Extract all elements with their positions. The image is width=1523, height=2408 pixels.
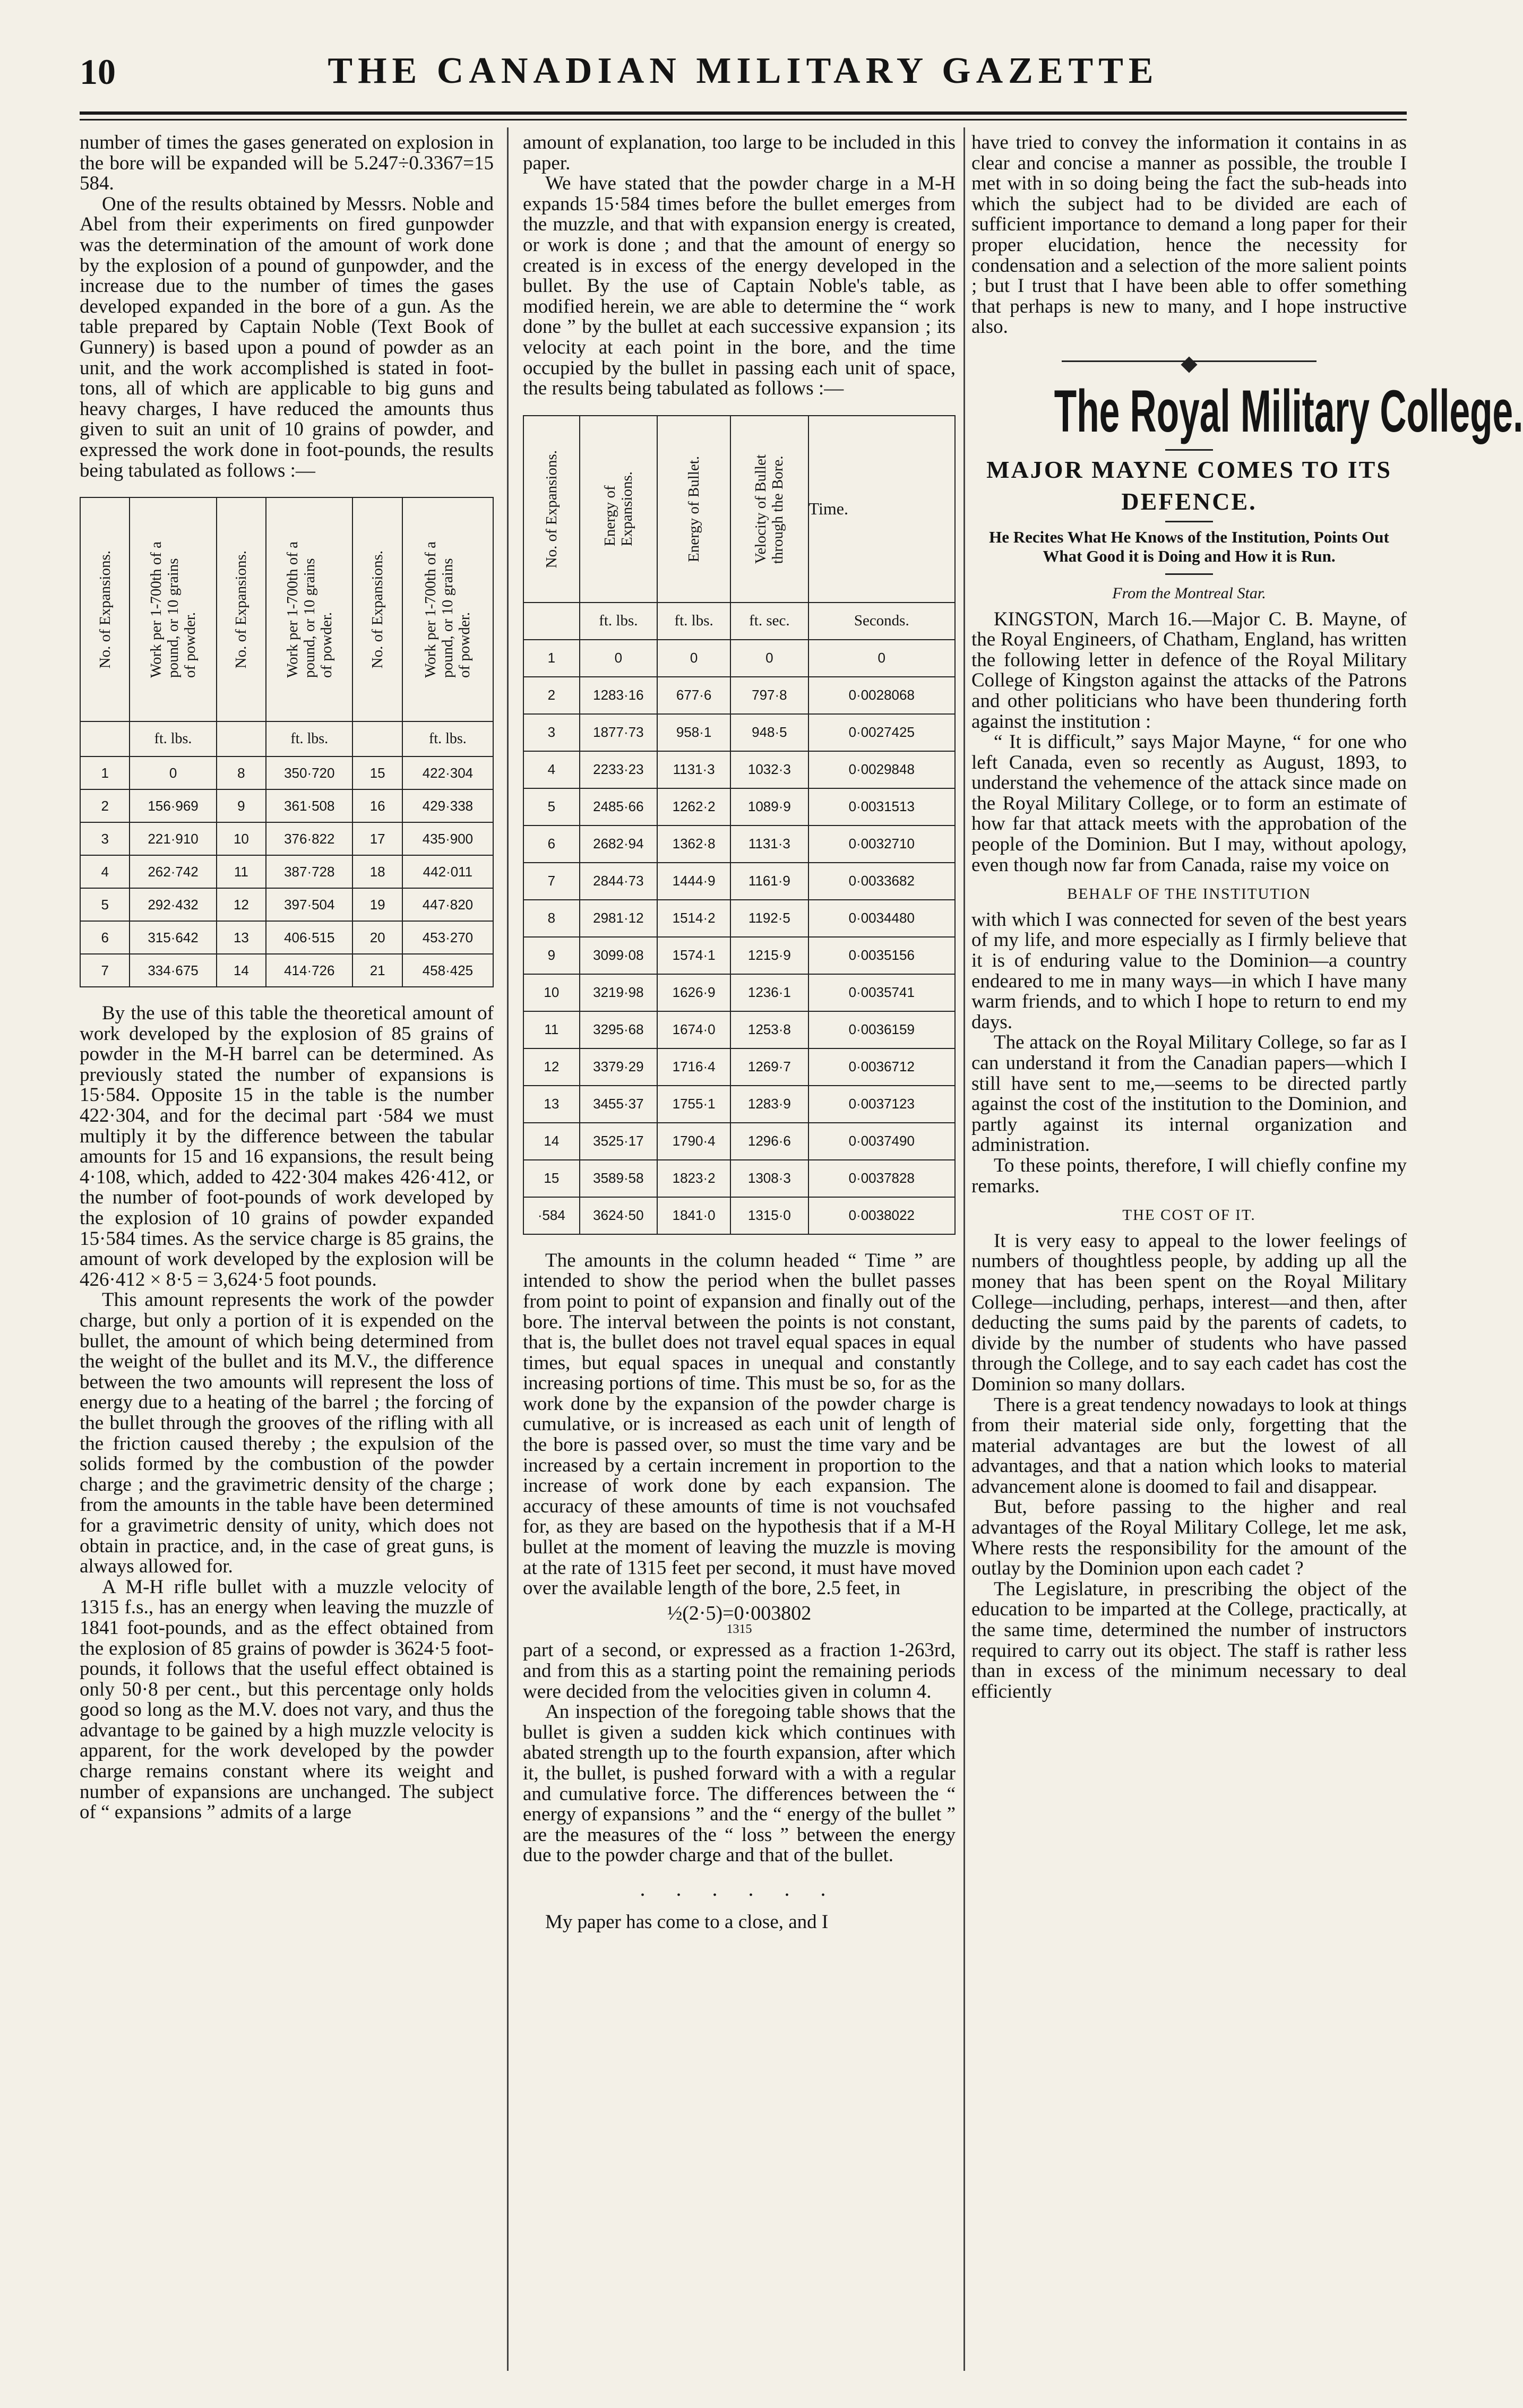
column-divider [963, 127, 965, 2371]
table-cell: 14 [217, 954, 266, 987]
table-cell: 1574·1 [657, 937, 730, 974]
table-cell: 453·270 [402, 921, 493, 954]
table-cell: 0 [130, 756, 216, 789]
work-per-expansion-table [80, 497, 494, 987]
table-row [523, 1011, 955, 1048]
table-cell: 16 [352, 789, 402, 822]
table-cell: 1283·9 [730, 1086, 808, 1123]
headline-rule [1165, 449, 1213, 451]
table-cell: 13 [523, 1086, 580, 1123]
table-cell: 414·726 [266, 954, 352, 987]
paragraph: part of a second, or expressed as a fraction 1-263rd, and from this as a starting point the remaining periods were decided from the velocities given in column 4. [523, 1639, 956, 1702]
table-row [523, 1197, 955, 1234]
table-cell: 1032·3 [730, 751, 808, 788]
table-cell: 361·508 [266, 789, 352, 822]
table-header: Work per 1-700th of a pound, or 10 grains of powder. [266, 497, 352, 721]
table-row [523, 825, 955, 863]
table-cell: 12 [523, 1048, 580, 1086]
table-cell: 15 [352, 756, 402, 789]
table-cell: 10 [523, 974, 580, 1011]
table-cell: 0 [580, 640, 657, 677]
table-cell: 1308·3 [730, 1160, 808, 1197]
table-cell: 1790·4 [657, 1123, 730, 1160]
article-headline: The Royal Military College. [1054, 377, 1523, 444]
paragraph: One of the results obtained by Messrs. Noble and Abel from their experiments on fired gunpowder was the determination of the amount of work done by the explosion of a pound of gunpowder, and the increase due to the number of times the gases developed expanded in the bore of a gun. As the table prepared by Captain Noble (Text Book of Gunnery) is based upon a pound of powder as an unit, and the work accomplished is stated in foot-tons, all of which are applicable to big guns and heavy charges, I have reduced the amounts thus given to suit an unit of 10 grains of powder, and expressed the work done in foot-pounds, the results being tabulated as follows :— [80, 193, 494, 481]
table-header: Work per 1-700th of a pound, or 10 grains of powder. [402, 497, 493, 721]
table-cell: 9 [523, 937, 580, 974]
table-cell: 10 [217, 822, 266, 855]
table-cell: 387·728 [266, 855, 352, 888]
subheadline-rule [1165, 521, 1213, 522]
paragraph: The Legislature, in prescribing the object of the education to be imparted at the College, practically, at the same time, determined the number of instructors required to carry out its object. The staff is rather less than in excess of the minimum necessary to deal efficiently [971, 1578, 1407, 1702]
table-cell: ft. lbs. [130, 721, 216, 756]
table-cell: 1362·8 [657, 825, 730, 863]
paragraph: A M-H rifle bullet with a muzzle velocity of 1315 f.s., has an energy when leaving the muzzle of 1841 foot-pounds, and as the effect obtained from the explosion of 85 grains of powder is 3624·5 foot-pounds, it follows that the useful effect obtained is only 50·8 per cent., but this percentage only holds good so long as the M.V. does not vary, and thus the advantage to be gained by a high muzzle velocity is apparent, for the work developed by the powder charge remains constant where its weight and number of expansions are unchanged. The subject of “ expansions ” admits of a large [80, 1576, 494, 1824]
table-cell: 12 [217, 888, 266, 921]
table-cell: 1626·9 [657, 974, 730, 1011]
table-cell: 0·0038022 [808, 1197, 955, 1234]
table-cell: 8 [217, 756, 266, 789]
table-cell: 0 [730, 640, 808, 677]
table-cell: 1 [80, 756, 130, 789]
table-header: Work per 1-700th of a pound, or 10 grains of powder. [130, 497, 216, 721]
table-cell: 11 [217, 855, 266, 888]
masthead [80, 47, 1407, 110]
table-cell: 0·0033682 [808, 863, 955, 900]
table-cell: 1 [523, 640, 580, 677]
article-subheadline: MAJOR MAYNE COMES TO ITS DEFENCE. [986, 455, 1392, 515]
table-cell: 1877·73 [580, 714, 657, 751]
table-cell: 0·0035741 [808, 974, 955, 1011]
table-cell: 6 [523, 825, 580, 863]
table-cell: 0·0035156 [808, 937, 955, 974]
table-row [523, 1048, 955, 1086]
table-header: Time. [808, 416, 955, 603]
paragraph: By the use of this table the theoretical amount of work developed by the explosion of 85 grains of powder in the M-H barrel can be determined. As previously stated the number of expansions is 15·584. Opposite 15 in the table is the number 422·304, and for the decimal part ·584 we must multiply it by the difference between the tabular amounts for 15 and 16 expansions, the result being 4·108, which, added to 422·304 makes 426·412, or the number of foot-pounds of work developed by the explosion of 10 grains of powder expanded 15·584 times. As the service charge is 85 grains, the amount of work developed by the explosion will be 426·412 × 8·5 = 3,624·5 foot pounds. [80, 1002, 494, 1291]
table-row [523, 788, 955, 825]
table-cell: 442·011 [402, 855, 493, 888]
paragraph: KINGSTON, March 16.—Major C. B. Mayne, of the Royal Engineers, of Chatham, England, has written the following letter in defence of the Royal Military College of Kingston against the attacks of the Patrons and other politicians who have been thundering forth against the institution : [971, 608, 1407, 733]
table-cell: 3099·08 [580, 937, 657, 974]
table-cell [217, 721, 266, 756]
table-cell: 18 [352, 855, 402, 888]
table-row [80, 855, 493, 888]
table-cell: 2 [80, 789, 130, 822]
table-cell: 2844·73 [580, 863, 657, 900]
table-cell: 376·822 [266, 822, 352, 855]
table-header: Energy of Expansions. [580, 416, 657, 603]
table-cell: 5 [523, 788, 580, 825]
table-cell: 221·910 [130, 822, 216, 855]
paragraph: There is a great tendency nowadays to look at things from their material side only, forgetting that the material advantages are but the lowest of all advantages, and that a nation which looks to material advancement alone is doomed to fail and disappear. [971, 1394, 1407, 1498]
section-label: THE COST OF IT. [1122, 1207, 1256, 1224]
table-cell: 429·338 [402, 789, 493, 822]
table-row [523, 863, 955, 900]
table-row [523, 677, 955, 714]
table-cell: 0·0032710 [808, 825, 955, 863]
table-cell: 11 [523, 1011, 580, 1048]
table-cell: 156·969 [130, 789, 216, 822]
table-row [523, 751, 955, 788]
table-cell: ft. sec. [730, 603, 808, 640]
table-header: Velocity of Bullet through the Bore. [730, 416, 808, 603]
ornament-divider [971, 350, 1407, 372]
column-1 [80, 133, 494, 1823]
table-cell: 5 [80, 888, 130, 921]
table-row [80, 954, 493, 987]
table-cell: 8 [523, 900, 580, 937]
table-cell [80, 721, 130, 756]
table-cell: ft. lbs. [402, 721, 493, 756]
table-row [523, 640, 955, 677]
table-cell: 14 [523, 1123, 580, 1160]
table-cell: 0·0028068 [808, 677, 955, 714]
table-cell: 334·675 [130, 954, 216, 987]
paragraph: To these points, therefore, I will chiefly confine my remarks. [971, 1154, 1407, 1197]
table-cell: 3589·58 [580, 1160, 657, 1197]
table-cell: 1192·5 [730, 900, 808, 937]
table-cell: 9 [217, 789, 266, 822]
paragraph: But, before passing to the higher and real advantages of the Royal Military College, let me ask, Where rests the responsibility for the amount of the outlay by the Dominion upon each cadet ? [971, 1496, 1407, 1580]
table-cell: 3219·98 [580, 974, 657, 1011]
table-cell: 7 [80, 954, 130, 987]
column-3 [971, 132, 1523, 1702]
table-cell: 0·0031513 [808, 788, 955, 825]
table-cell: 958·1 [657, 714, 730, 751]
table-cell: 422·304 [402, 756, 493, 789]
table-cell: 1215·9 [730, 937, 808, 974]
table-cell: 1161·9 [730, 863, 808, 900]
table-cell: 1253·8 [730, 1011, 808, 1048]
table-cell: 7 [523, 863, 580, 900]
table-cell: 797·8 [730, 677, 808, 714]
table-cell [352, 721, 402, 756]
section-break-dots: . . . . . . [640, 1876, 839, 1900]
table-units-row [523, 603, 955, 640]
table-row [80, 921, 493, 954]
table-cell: 1131·3 [657, 751, 730, 788]
article-deck: He Recites What He Knows of the Institution, Points Out What Good it is Doing and How it is Run. [989, 527, 1389, 565]
table-cell: 406·515 [266, 921, 352, 954]
table-cell: 0·0037490 [808, 1123, 955, 1160]
table-row [80, 888, 493, 921]
table-cell: 0·0036712 [808, 1048, 955, 1086]
table-cell: 1131·3 [730, 825, 808, 863]
table-cell: 2485·66 [580, 788, 657, 825]
table-cell: 1269·7 [730, 1048, 808, 1086]
masthead-rule-thick [80, 111, 1407, 115]
table-cell: 1089·9 [730, 788, 808, 825]
table-cell: 315·642 [130, 921, 216, 954]
masthead-rule-thin [80, 119, 1407, 121]
table-header: No. of Expansions. [352, 497, 402, 721]
formula-denominator: 1315 [726, 1622, 752, 1637]
table-cell: 435·900 [402, 822, 493, 855]
paragraph: have tried to convey the information it contains in as clear and concise a manner as possible, the trouble I met with in so doing being the fact the sub-heads into which the subject had to be divided are each of sufficient importance to demand a long paper for their proper elucidation, hence the necessity for condensation and a selection of the more salient points ; but I trust that I have been able to offer something that perhaps is new to many, and I hope instructive also. [971, 132, 1407, 338]
table-cell [523, 603, 580, 640]
table-cell: 397·504 [266, 888, 352, 921]
table-header-row [523, 416, 955, 603]
table-cell: 6 [80, 921, 130, 954]
table-cell: 1236·1 [730, 974, 808, 1011]
table-cell: 3455·37 [580, 1086, 657, 1123]
table-cell: 2 [523, 677, 580, 714]
table-cell: 1716·4 [657, 1048, 730, 1086]
paragraph: “ It is difficult,” says Major Mayne, “ for one who left Canada, even so recently as August, 1893, to understand the vehemence of the attack since made on the Royal Military College, or to form an estimate of how far that attack meets with the approbation of the people of the Dominion. But I may, without apology, even though now far from Canada, raise my voice on [971, 731, 1407, 876]
paragraph: We have stated that the powder charge in a M-H expands 15·584 times before the bullet emerges from the muzzle, and that with expansion energy is created, or work is done ; and that the amount of energy so created is in excess of the energy developed in the bullet. By the use of Captain Noble's table, as modified herein, we are able to determine the “ work done ” by the bullet at each successive expansion ; its velocity at each point in the bore, and the time occupied by the bullet in passing each unit of space, the results being tabulated as follows :— [523, 173, 956, 400]
diamond-ornament-icon [1181, 356, 1197, 373]
paragraph: The attack on the Royal Military College, so far as I can understand it from the Canadian papers—which I still have sent to me,—seems to be directed partly against the cost of the institution to the Dominion, and partly against its internal organization and administration. [971, 1031, 1407, 1156]
table-row [80, 789, 493, 822]
table-header-row [80, 497, 493, 721]
source-credit: From the Montreal Star. [1112, 584, 1266, 602]
column-2 [523, 133, 956, 1932]
table-cell: 3525·17 [580, 1123, 657, 1160]
table-cell: 0·0037123 [808, 1086, 955, 1123]
table-cell: ft. lbs. [580, 603, 657, 640]
table-cell: 3379·29 [580, 1048, 657, 1086]
table-cell: 0·0036159 [808, 1011, 955, 1048]
table-cell: 1444·9 [657, 863, 730, 900]
table-cell: 0·0027425 [808, 714, 955, 751]
table-cell: 262·742 [130, 855, 216, 888]
table-row [523, 974, 955, 1011]
table-cell: 677·6 [657, 677, 730, 714]
table-cell: 2682·94 [580, 825, 657, 863]
table-cell: 17 [352, 822, 402, 855]
table-cell: 3 [523, 714, 580, 751]
table-cell: 0·0034480 [808, 900, 955, 937]
table-row [523, 1086, 955, 1123]
column-divider [507, 127, 509, 2371]
section-label: BEHALF OF THE INSTITUTION [1067, 885, 1311, 903]
table-row [523, 900, 955, 937]
table-cell: 1283·16 [580, 677, 657, 714]
table-row [523, 1160, 955, 1197]
table-units-row [80, 721, 493, 756]
table-row [523, 714, 955, 751]
table-cell: 1315·0 [730, 1197, 808, 1234]
table-cell: 1296·6 [730, 1123, 808, 1160]
table-cell: 1841·0 [657, 1197, 730, 1234]
bullet-energy-table [523, 415, 956, 1235]
table-cell: 1674·0 [657, 1011, 730, 1048]
table-cell: 0 [657, 640, 730, 677]
table-cell: 2233·23 [580, 751, 657, 788]
paragraph: number of times the gases generated on explosion in the bore will be expanded will be 5.247÷0.3367=15 584. [80, 132, 494, 195]
table-cell: 20 [352, 921, 402, 954]
paragraph: It is very easy to appeal to the lower feelings of numbers of thoughtless people, by adding up all the money that has been spent on the Royal Military College—including, perhaps, interest—and then, after deducting the sums paid by the parents of cadets, to divide by the number of students who have passed through the College, and to say each cadet has cost the Dominion so many dollars. [971, 1229, 1407, 1395]
table-cell: 3295·68 [580, 1011, 657, 1048]
newspaper-title: THE CANADIAN MILITARY GAZETTE [328, 50, 1159, 91]
table-cell: 1262·2 [657, 788, 730, 825]
table-cell: 0 [808, 640, 955, 677]
table-header: No. of Expansions. [523, 416, 580, 603]
paragraph: My paper has come to a close, and I [545, 1911, 829, 1933]
table-cell: ·584 [523, 1197, 580, 1234]
table-row [80, 756, 493, 789]
table-row [80, 822, 493, 855]
table-cell: 1514·2 [657, 900, 730, 937]
table-cell: 0·0029848 [808, 751, 955, 788]
table-cell: 2981·12 [580, 900, 657, 937]
table-cell: ft. lbs. [266, 721, 352, 756]
table-cell: 21 [352, 954, 402, 987]
table-cell: 948·5 [730, 714, 808, 751]
table-cell: 13 [217, 921, 266, 954]
table-cell: 4 [523, 751, 580, 788]
table-header: No. of Expansions. [217, 497, 266, 721]
table-cell: 3624·50 [580, 1197, 657, 1234]
paragraph: with which I was connected for seven of the best years of my life, and more especially as I firmly believe that it is of enduring value to the Dominion—a country endeared to me in many ways—in which I have many warm friends, and to which I hope to return to end my days. [971, 908, 1407, 1033]
deck-rule [1165, 573, 1213, 575]
page-number: 10 [80, 51, 116, 92]
formula-numerator: ½(2·5)=0·003802 [667, 1602, 812, 1624]
table-header: No. of Expansions. [80, 497, 130, 721]
paragraph: amount of explanation, too large to be included in this paper. [523, 132, 956, 174]
table-cell: ft. lbs. [657, 603, 730, 640]
table-cell: 447·820 [402, 888, 493, 921]
table-cell: 350·720 [266, 756, 352, 789]
table-cell: 0·0037828 [808, 1160, 955, 1197]
table-cell: 15 [523, 1160, 580, 1197]
table-header: Energy of Bullet. [657, 416, 730, 603]
table-cell: 292·432 [130, 888, 216, 921]
table-cell: 1755·1 [657, 1086, 730, 1123]
table-row [523, 937, 955, 974]
paragraph: An inspection of the foregoing table shows that the bullet is given a sudden kick which continues with abated strength up to the fourth expansion, after which it, the bullet, is pushed forward with a with a regular and cumulative force. The differences between the “ energy of expansions ” and the “ energy of the bullet ” are the measures of the “ loss ” between the energy due to the powder charge and that of the bullet. [523, 1701, 956, 1867]
table-cell: 3 [80, 822, 130, 855]
paragraph: The amounts in the column headed “ Time ” are intended to show the period when the bullet passes from point to point of expansion and finally out of the bore. The interval between the points is not constant, that is, the bullet does not travel equal spaces in equal times, but equal spaces in unequal and constantly increasing portions of time. This must be so, for as the work done by the expansion of the powder charge is cumulative, or is increased as each unit of length of the bore is passed over, so must the time vary and be increased by a certain increment in proportion to the increase of work done by each expansion. The accuracy of these amounts of time is not vouchsafed for, as they are based on the hypothesis that if a M-H bullet at the moment of leaving the muzzle is moving at the rate of 1315 feet per second, it must have moved over the available length of the bore, 2.5 feet, in [523, 1249, 956, 1599]
table-cell: 1823·2 [657, 1160, 730, 1197]
table-row [523, 1123, 955, 1160]
table-cell: 19 [352, 888, 402, 921]
paragraph: This amount represents the work of the powder charge, but only a portion of it is expended on the bullet, the amount of which being determined from the weight of the bullet and its M.V., the difference between the two amounts will represent the loss of energy due to a heating of the barrel ; the forcing of the bullet through the grooves of the rifling with all the friction caused thereby ; the expulsion of the solids formed by the combustion of the powder charge ; and the gravimetric density of the charge ; from the amounts in the table have been determined for a gravimetric density of unity, which does not obtain in practice, and, in the case of great guns, is always allowed for. [80, 1289, 494, 1578]
table-cell: 458·425 [402, 954, 493, 987]
table-cell: Seconds. [808, 603, 955, 640]
time-formula [523, 1603, 956, 1636]
table-cell: 4 [80, 855, 130, 888]
